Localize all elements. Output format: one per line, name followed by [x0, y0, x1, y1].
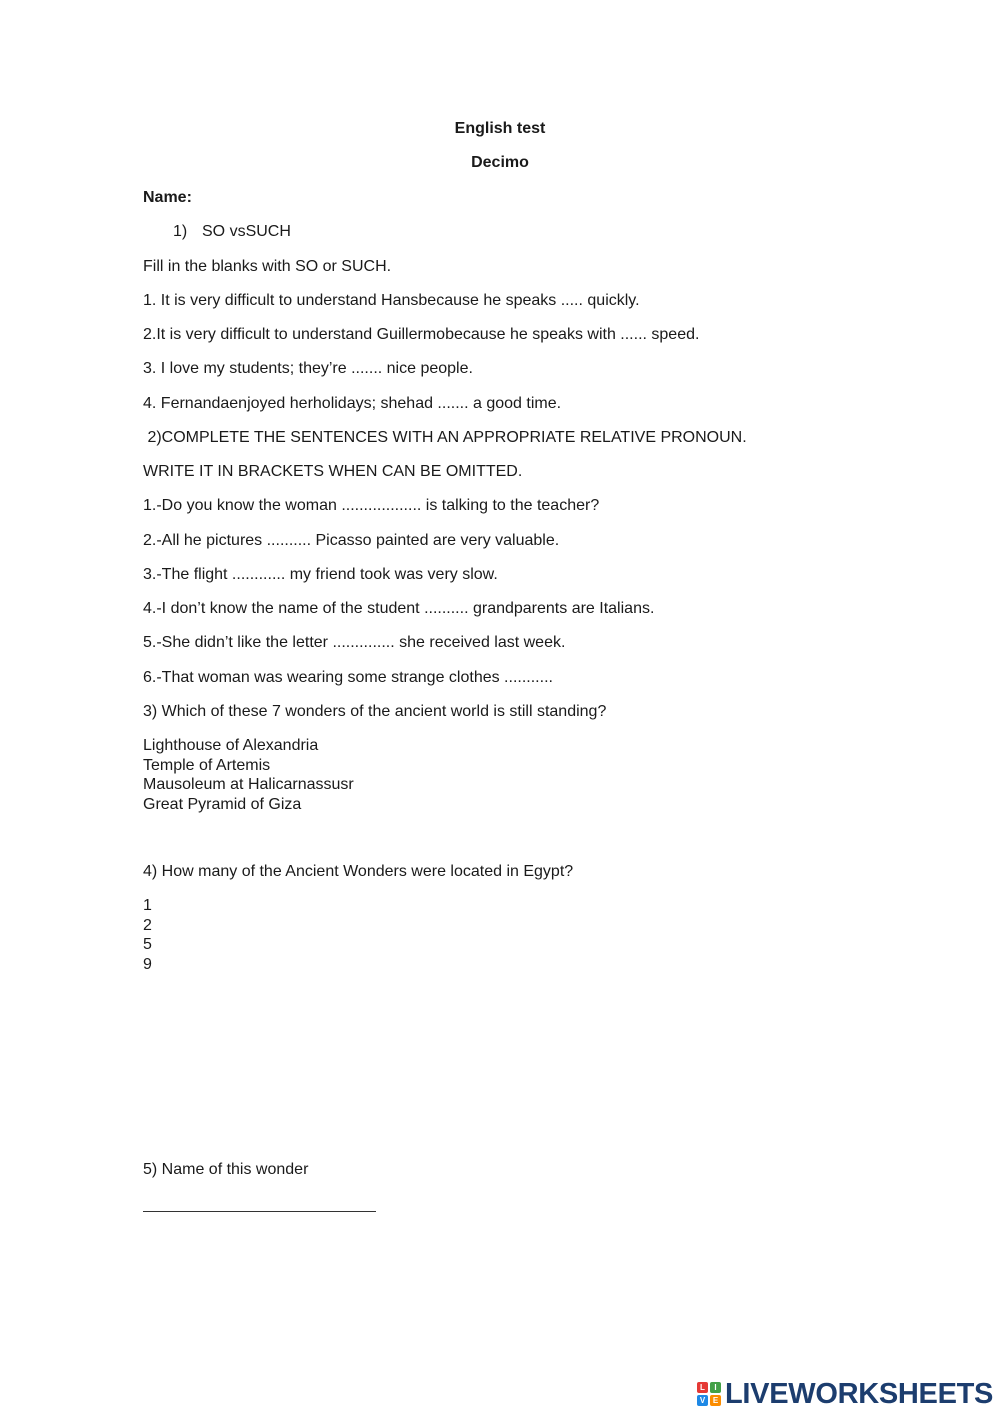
- section2-title: 2)COMPLETE THE SENTENCES WITH AN APPROPRIATE RELATIVE PRONOUN.: [143, 429, 747, 446]
- answer-line: [143, 1211, 376, 1212]
- section3-question: 3) Which of these 7 wonders of the ancient world is still standing?: [143, 703, 607, 720]
- logo-letter: E: [710, 1395, 721, 1406]
- option-item: 5: [143, 936, 152, 953]
- section1-title: SO vsSUCH: [202, 223, 291, 240]
- option-item: Great Pyramid of Giza: [143, 795, 302, 813]
- option-item: 2: [143, 916, 152, 934]
- section2-item: 1.-Do you know the woman .................. is talking to the teacher?: [143, 497, 600, 514]
- option-item: Temple of Artemis: [143, 756, 271, 774]
- section1-item: 2.It is very difficult to understand Guillermobecause he speaks with ...... speed.: [143, 326, 700, 343]
- document-title: English test: [454, 120, 546, 137]
- section3-options: [143, 736, 354, 814]
- section2-item: 6.-That woman was wearing some strange clothes ...........: [143, 669, 553, 686]
- section4-question: 4) How many of the Ancient Wonders were located in Egypt?: [143, 863, 574, 880]
- logo-letter: L: [697, 1382, 708, 1393]
- section1-number: 1): [173, 223, 188, 240]
- liveworksheets-logo: [697, 1378, 993, 1410]
- section2-item: 5.-She didn’t like the letter .............. she received last week.: [143, 634, 566, 651]
- section4-options: [143, 896, 152, 974]
- logo-letter: V: [697, 1395, 708, 1406]
- option-item: Lighthouse of Alexandria: [143, 737, 319, 754]
- option-item: Mausoleum at Halicarnassusr: [143, 776, 354, 793]
- option-item: 9: [143, 955, 152, 973]
- logo-letter: I: [710, 1382, 721, 1393]
- section1-item: 1. It is very difficult to understand Hansbecause he speaks ..... quickly.: [143, 292, 640, 309]
- logo-text: LIVEWORKSHEETS: [725, 1377, 994, 1410]
- section2-subtitle: WRITE IT IN BRACKETS WHEN CAN BE OMITTED.: [143, 463, 523, 480]
- section2-item: 4.-I don’t know the name of the student .......... grandparents are Italians.: [143, 600, 655, 617]
- logo-mark-icon: [697, 1382, 721, 1406]
- section2-item: 3.-The flight ............ my friend took was very slow.: [143, 566, 498, 583]
- section2-item: 2.-All he pictures .......... Picasso painted are very valuable.: [143, 532, 560, 549]
- name-label: Name:: [143, 189, 192, 206]
- document-subtitle: Decimo: [471, 154, 529, 171]
- option-item: 1: [143, 897, 152, 914]
- section1-item: 3. I love my students; they’re ....... nice people.: [143, 360, 473, 377]
- section1-item: 4. Fernandaenjoyed herholidays; shehad ....... a good time.: [143, 395, 562, 412]
- section1-instruction: Fill in the blanks with SO or SUCH.: [143, 258, 392, 275]
- section5-question: 5) Name of this wonder: [143, 1161, 309, 1178]
